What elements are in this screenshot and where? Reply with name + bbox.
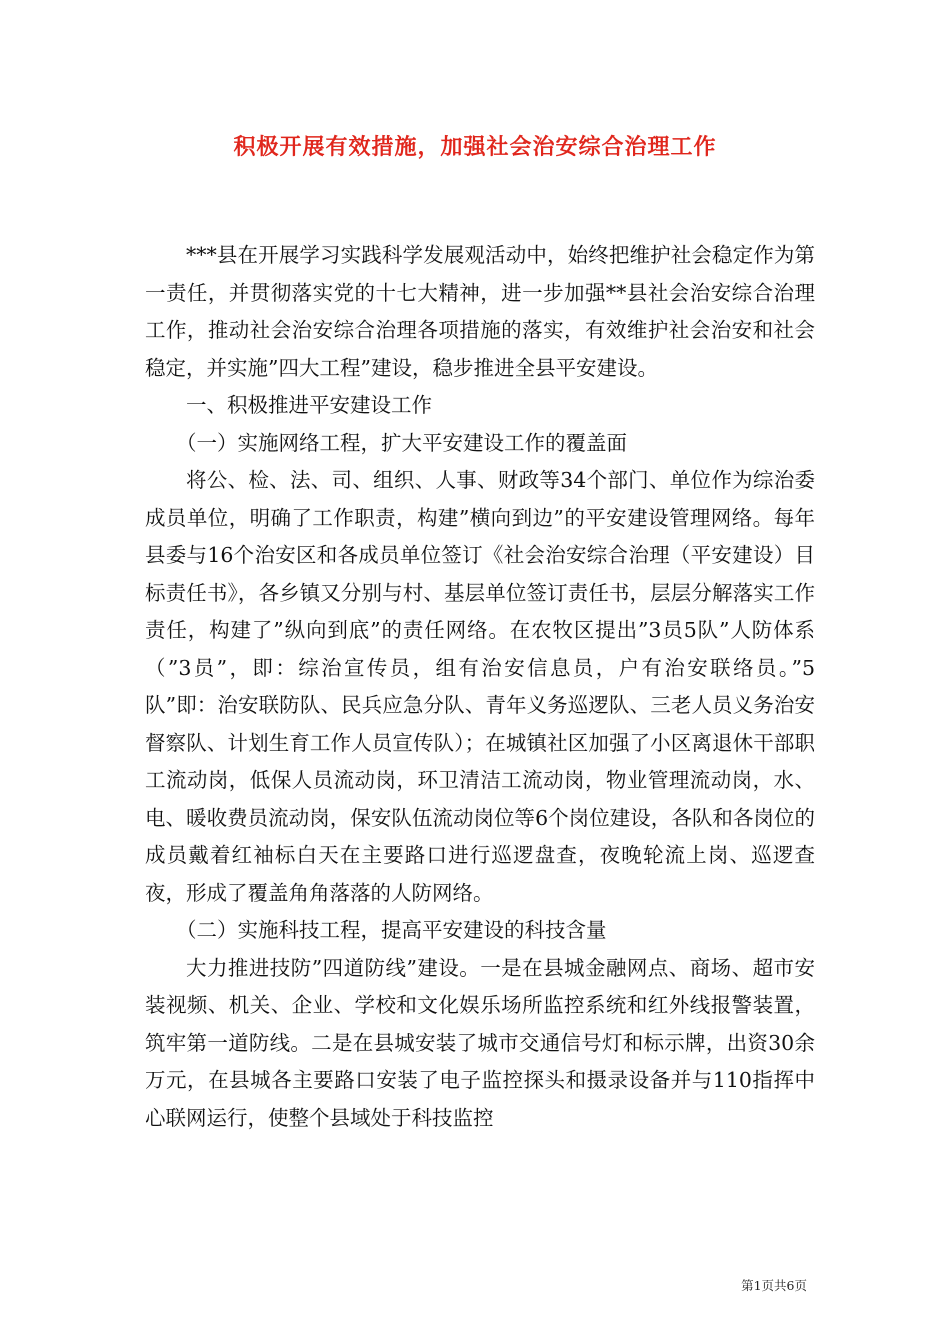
subsection-2-body: 大力推进技防”四道防线”建设。一是在县城金融网点、商场、超市安装视频、机关、企业、学校和文化娱乐场所监控系统和红外线报警装置，筑牢第一道防线。二是在县城安装了城市交通信号灯和标示牌，出资30余万元，在县城各主要路口安装了电子监控探头和摄录设备并与110指挥中心联网运行，使整个县域处于科技监控 (145, 955, 815, 1130)
subsection-1-heading: （一）实施网络工程，扩大平安建设工作的覆盖面 (176, 430, 627, 455)
page-number: 第1页共6页 (741, 1278, 807, 1293)
document-body (145, 237, 815, 1137)
document-title: 积极开展有效措施，加强社会治安综合治理工作 (233, 134, 717, 160)
section-1-heading: 一、积极推进平安建设工作 (186, 393, 432, 417)
intro-paragraph: ***县在开展学习实践科学发展观活动中，始终把维护社会稳定作为第一责任，并贯彻落实党的十七大精神，进一步加强**县社会治安综合治理工作，推动社会治安综合治理各项措施的落实，有效维护社会治安和社会稳定，并实施”四大工程”建设，稳步推进全县平安建设。 (145, 243, 815, 380)
subsection-1-body: 将公、检、法、司、组织、人事、财政等34个部门、单位作为综治委成员单位，明确了工作职责，构建”横向到边”的平安建设管理网络。每年县委与16个治安区和各成员单位签订《社会治安综合治理（平安建设）目标责任书》，各乡镇又分别与村、基层单位签订责任书，层层分解落实工作责任，构建了”纵向到底”的责任网络。在农牧区提出”3员5队”人防体系（”3员”，即：综治宣传员，组有治安信息员，户有治安联络员。”5队”即：治安联防队、民兵应急分队、青年义务巡逻队、三老人员义务治安督察队、计划生育工作人员宣传队）；在城镇社区加强了小区离退休干部职工流动岗，低保人员流动岗，环卫清洁工流动岗，物业管理流动岗，水、电、暖收费员流动岗，保安队伍流动岗位等6个岗位建设，各队和各岗位的成员戴着红袖标白天在主要路口进行巡逻盘查，夜晚轮流上岗、巡逻查夜，形成了覆盖角角落落的人防网络。 (145, 468, 815, 905)
subsection-2-heading: （二）实施科技工程，提高平安建设的科技含量 (176, 918, 607, 942)
